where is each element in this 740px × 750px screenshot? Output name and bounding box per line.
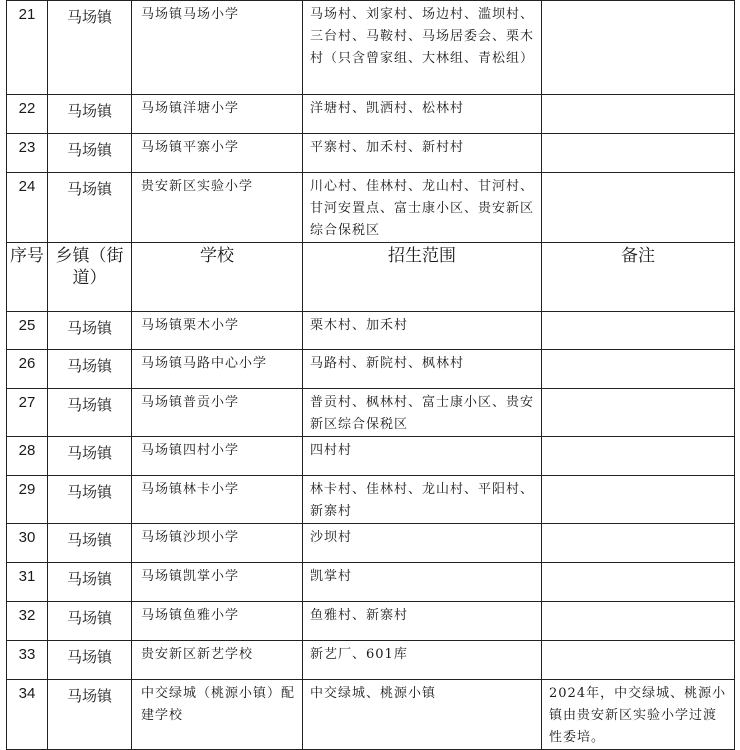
row-number: 34	[7, 680, 48, 750]
row-note	[542, 563, 735, 602]
table-row	[7, 602, 735, 641]
row-note	[542, 350, 735, 389]
row-number: 25	[7, 312, 48, 350]
row-town: 马场镇	[48, 641, 132, 680]
row-town: 马场镇	[48, 602, 132, 641]
row-town: 马场镇	[48, 173, 132, 243]
row-town: 马场镇	[48, 680, 132, 750]
table-row	[7, 680, 735, 750]
row-number: 30	[7, 524, 48, 563]
row-number: 28	[7, 437, 48, 476]
row-school: 贵安新区新艺学校	[132, 641, 303, 680]
enrollment-table	[6, 0, 735, 750]
row-town: 马场镇	[48, 134, 132, 173]
row-town: 马场镇	[48, 437, 132, 476]
row-scope: 林卡村、佳林村、龙山村、平阳村、新寨村	[303, 476, 542, 524]
row-town: 马场镇	[48, 389, 132, 437]
row-school: 马场镇凯掌小学	[132, 563, 303, 602]
row-scope: 川心村、佳林村、龙山村、甘河村、甘河安置点、富士康小区、贵安新区综合保税区	[303, 173, 542, 243]
row-school: 马场镇马场小学	[132, 1, 303, 95]
header-note: 备注	[542, 243, 735, 312]
row-note	[542, 476, 735, 524]
table-row	[7, 1, 735, 95]
header-town: 乡镇（街道）	[48, 243, 132, 312]
row-number: 27	[7, 389, 48, 437]
table-row	[7, 563, 735, 602]
row-town: 马场镇	[48, 563, 132, 602]
row-school: 马场镇鱼雅小学	[132, 602, 303, 641]
rows-before-header	[7, 1, 735, 243]
row-scope: 中交绿城、桃源小镇	[303, 680, 542, 750]
row-note	[542, 173, 735, 243]
row-number: 29	[7, 476, 48, 524]
row-school: 马场镇林卡小学	[132, 476, 303, 524]
row-scope: 凯掌村	[303, 563, 542, 602]
row-scope: 栗木村、加禾村	[303, 312, 542, 350]
table-row	[7, 350, 735, 389]
row-number: 24	[7, 173, 48, 243]
row-school: 中交绿城（桃源小镇）配建学校	[132, 680, 303, 750]
row-number: 31	[7, 563, 48, 602]
table-row	[7, 437, 735, 476]
row-town: 马场镇	[48, 476, 132, 524]
row-scope: 洋塘村、凯洒村、松林村	[303, 95, 542, 134]
row-scope: 平寨村、加禾村、新村村	[303, 134, 542, 173]
row-scope: 新艺厂、601库	[303, 641, 542, 680]
row-town: 马场镇	[48, 1, 132, 95]
row-number: 32	[7, 602, 48, 641]
header-scope: 招生范围	[303, 243, 542, 312]
row-scope: 沙坝村	[303, 524, 542, 563]
row-school: 马场镇马路中心小学	[132, 350, 303, 389]
row-note	[542, 95, 735, 134]
row-note	[542, 1, 735, 95]
row-note	[542, 312, 735, 350]
row-school: 马场镇洋塘小学	[132, 95, 303, 134]
row-school: 贵安新区实验小学	[132, 173, 303, 243]
row-number: 26	[7, 350, 48, 389]
table-row	[7, 524, 735, 563]
row-note	[542, 134, 735, 173]
table-header	[7, 243, 735, 312]
row-number: 21	[7, 1, 48, 95]
table-row	[7, 312, 735, 350]
row-scope: 普贡村、枫林村、富士康小区、贵安新区综合保税区	[303, 389, 542, 437]
row-scope: 四村村	[303, 437, 542, 476]
row-note: 2024年，中交绿城、桃源小镇由贵安新区实验小学过渡性委培。	[542, 680, 735, 750]
table-row	[7, 134, 735, 173]
table-row	[7, 476, 735, 524]
header-row	[7, 243, 735, 312]
row-note	[542, 524, 735, 563]
row-number: 33	[7, 641, 48, 680]
row-school: 马场镇普贡小学	[132, 389, 303, 437]
header-number: 序号	[7, 243, 48, 312]
table-row	[7, 95, 735, 134]
enrollment-table-page	[6, 0, 734, 750]
row-scope: 马路村、新院村、枫林村	[303, 350, 542, 389]
table-row	[7, 389, 735, 437]
header-school: 学校	[132, 243, 303, 312]
row-school: 马场镇栗木小学	[132, 312, 303, 350]
row-school: 马场镇沙坝小学	[132, 524, 303, 563]
row-scope: 鱼雅村、新寨村	[303, 602, 542, 641]
row-town: 马场镇	[48, 95, 132, 134]
rows-after-header	[7, 312, 735, 750]
row-number: 23	[7, 134, 48, 173]
table-row	[7, 641, 735, 680]
row-number: 22	[7, 95, 48, 134]
row-school: 马场镇四村小学	[132, 437, 303, 476]
row-scope: 马场村、刘家村、场边村、滥坝村、三台村、马鞍村、马场居委会、栗木村（只含曾家组、大林组、青松组）	[303, 1, 542, 95]
row-town: 马场镇	[48, 312, 132, 350]
row-school: 马场镇平寨小学	[132, 134, 303, 173]
row-town: 马场镇	[48, 350, 132, 389]
table-row	[7, 173, 735, 243]
row-note	[542, 602, 735, 641]
row-note	[542, 437, 735, 476]
row-town: 马场镇	[48, 524, 132, 563]
row-note	[542, 389, 735, 437]
row-note	[542, 641, 735, 680]
